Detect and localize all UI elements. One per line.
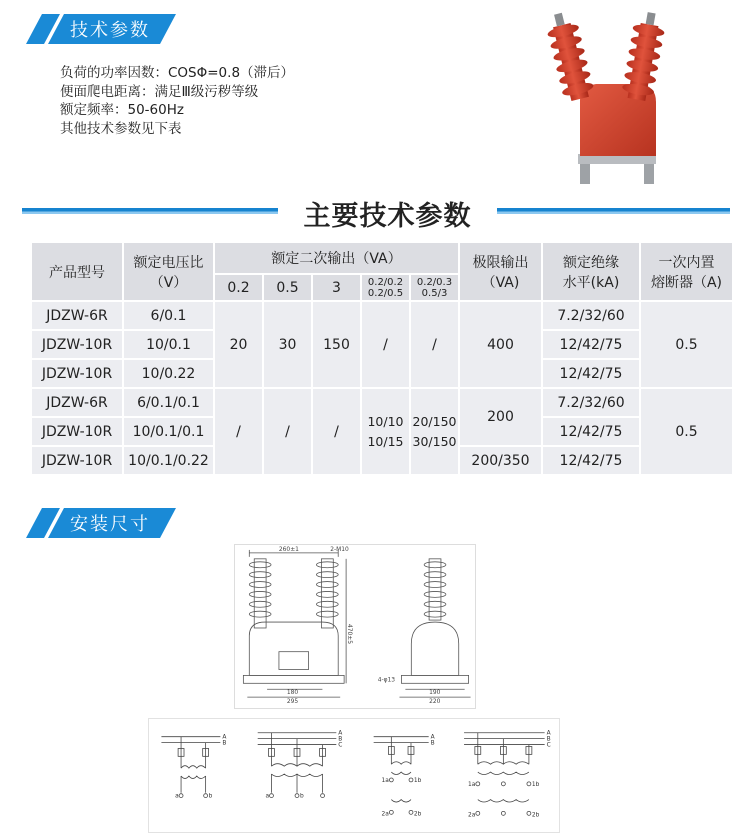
cell-va: / [313,389,360,474]
wire-label: 2b [413,811,422,818]
cell-limit: 400 [460,302,541,387]
cell-va: 30 [264,302,311,387]
section-title: 技术参数 [70,20,150,41]
cell-va: 10/10 10/15 [362,389,409,474]
header-fuse: 一次内置 熔断器（A) [641,243,732,300]
front-left-insulator [249,559,271,628]
front-right-insulator [316,559,338,628]
page-title: 主要技术参数 [303,201,472,232]
cell-ratio: 10/0.1 [124,331,213,358]
header-secondary-output: 额定二次输出（VA） [215,243,458,273]
section-banner-install [34,508,168,538]
cell-ratio: 6/0.1/0.1 [124,389,213,416]
cell-va: / [264,389,311,474]
wire-label: b [208,793,213,800]
subheader: 0.2 [215,275,262,300]
base-foot [580,164,590,184]
cell-va: 150 [313,302,360,387]
cell-ratio: 10/0.22 [124,360,213,387]
cell-model: JDZW-10R [32,331,122,358]
wire-label: B [338,736,343,743]
wire-label: C [546,742,551,749]
cell-insulation: 12/42/75 [543,447,639,474]
wire-label: 2a [381,811,389,818]
dim-label: 260±1 [278,546,299,553]
wire-label: C [338,742,343,749]
cell-ratio: 10/0.1/0.22 [124,447,213,474]
side-insulator [424,559,446,620]
cell-ratio: 6/0.1 [124,302,213,329]
wire-label: A [546,730,551,737]
cell-insulation: 12/42/75 [543,331,639,358]
banner-bar [48,14,176,44]
spec-line: 便面爬电距离：满足Ⅲ级污秽等级 [60,83,259,100]
cell-va: 20/150 30/150 [411,389,458,474]
wiring-diagrams [148,718,560,833]
dim-label: 190 [429,690,441,697]
cell-va: 20 [215,302,262,387]
table-row [32,302,732,329]
spec-table [30,241,734,476]
header-model: 产品型号 [32,243,122,300]
subheader: 3 [313,275,360,300]
cell-model: JDZW-6R [32,389,122,416]
spec-line: 其他技术参数见下表 [60,120,182,137]
wire-label: a [175,793,179,800]
subheader: 0.5 [264,275,311,300]
wire-label: a [265,793,270,800]
right-insulator [622,12,666,101]
left-insulator [547,13,595,101]
spec-line: 额定频率：50-60Hz [60,102,184,118]
wire-label: 2a [467,812,476,819]
cell-model: JDZW-10R [32,447,122,474]
dim-label: 4-φ13 [377,677,396,684]
cell-fuse: 0.5 [641,389,732,474]
cell-limit: 200 [460,389,541,445]
wire-label: 1b [413,777,422,784]
cell-va: / [362,302,409,387]
cell-insulation: 7.2/32/60 [543,302,639,329]
dim-label: 2-M10 [330,546,349,553]
cell-va: / [411,302,458,387]
cell-fuse: 0.5 [641,302,732,387]
product-photo [540,4,680,188]
cell-model: JDZW-10R [32,418,122,445]
spec-line: 负荷的功率因数：COSΦ=0.8（滞后） [60,65,295,81]
wire-label: A [338,730,343,737]
title-rule-left [22,208,278,214]
dim-label: 470±5 [346,624,353,645]
base-foot [644,164,654,184]
wire-label: B [430,740,435,747]
cell-model: JDZW-10R [32,360,122,387]
banner-bar [48,508,176,538]
table-row [32,389,732,416]
cell-limit: 200/350 [460,447,541,474]
wire-label: B [222,740,227,747]
cell-ratio: 10/0.1/0.1 [124,418,213,445]
dim-label: 295 [286,699,299,706]
wire-label: A [430,734,435,741]
section-banner-specs [34,14,168,44]
wire-label: 1b [531,781,540,788]
wire-label: 1a [381,777,389,784]
dim-label: 220 [429,699,441,706]
header-ratio: 额定电压比 （V） [124,243,213,300]
wire-label: b [299,793,304,800]
cell-insulation: 12/42/75 [543,418,639,445]
subheader: 0.2/0.2 0.2/0.5 [362,275,409,300]
dimension-drawing [234,544,476,709]
wire-label: 2b [531,812,540,819]
subheader: 0.2/0.3 0.5/3 [411,275,458,300]
header-insulation: 额定绝缘 水平(kA) [543,243,639,300]
cell-insulation: 7.2/32/60 [543,389,639,416]
cell-insulation: 12/42/75 [543,360,639,387]
title-rule-right [497,208,730,214]
section-title: 安装尺寸 [70,514,150,535]
wire-label: B [546,736,551,743]
dim-label: 180 [286,690,299,697]
wire-label: 1a [467,781,476,788]
wire-label: A [222,734,227,741]
header-limit-output: 极限输出 （VA) [460,243,541,300]
cell-va: / [215,389,262,474]
cell-model: JDZW-6R [32,302,122,329]
spec-list [60,64,294,138]
